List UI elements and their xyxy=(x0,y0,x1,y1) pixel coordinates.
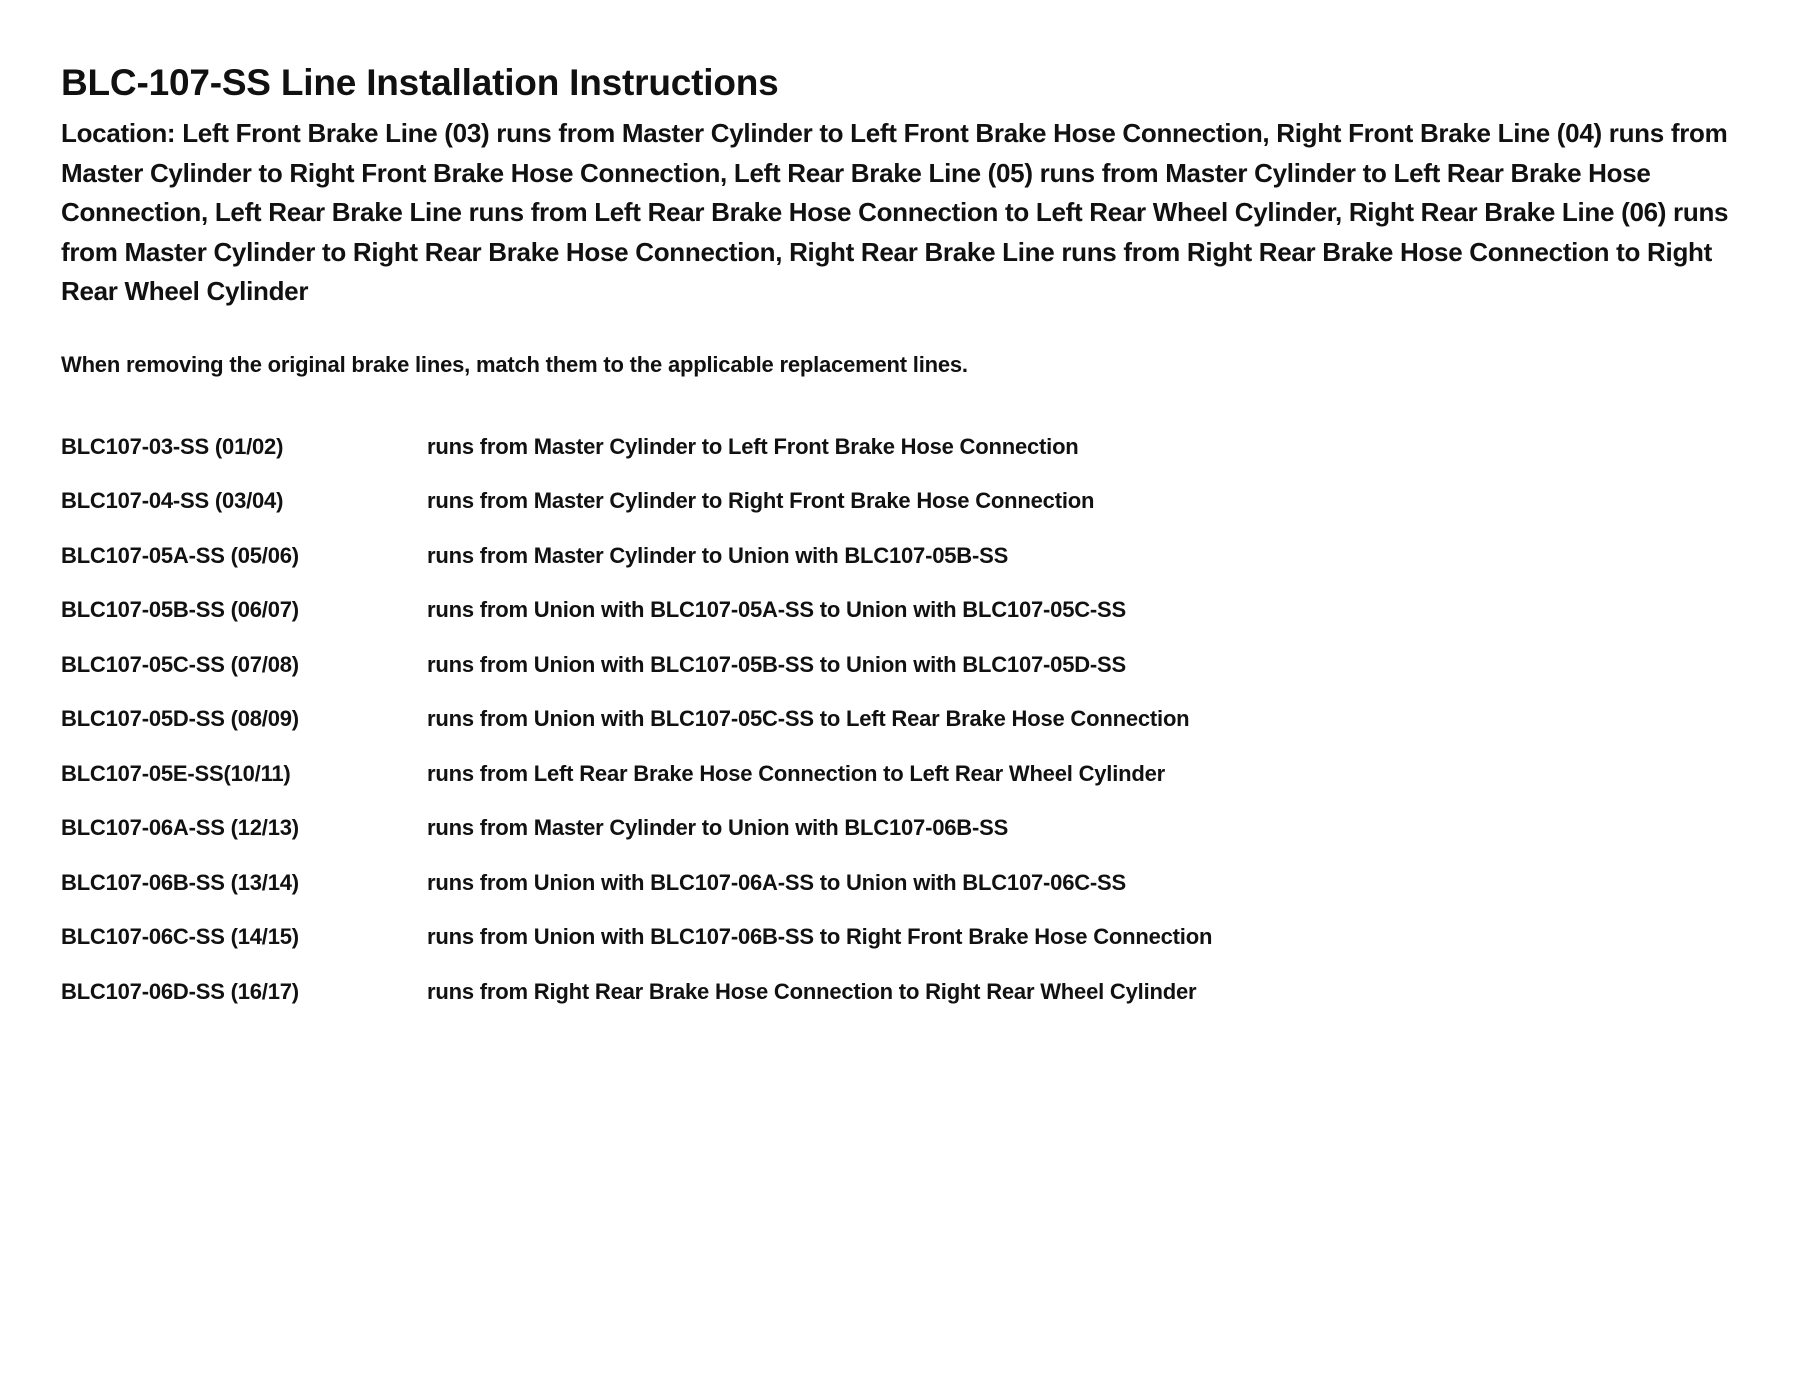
brake-line-row xyxy=(61,815,1771,870)
brake-line-row xyxy=(61,652,1771,707)
line-route: runs from Master Cylinder to Left Front Brake Hose Connection xyxy=(427,433,1079,459)
part-number: BLC107-06A-SS (12/13) xyxy=(61,815,299,840)
line-route: runs from Left Rear Brake Hose Connection to Left Rear Wheel Cylinder xyxy=(427,760,1166,786)
brake-line-row xyxy=(61,706,1771,761)
part-number: BLC107-05B-SS (06/07) xyxy=(61,597,299,622)
brake-line-row xyxy=(61,924,1771,979)
part-number: BLC107-03-SS (01/02) xyxy=(61,433,284,459)
part-number: BLC107-06B-SS (13/14) xyxy=(61,869,299,895)
brake-line-list xyxy=(61,434,1771,1034)
part-number: BLC107-06D-SS (16/17) xyxy=(61,978,299,1004)
brake-line-row xyxy=(61,597,1771,652)
part-number: BLC107-06C-SS (14/15) xyxy=(61,924,299,949)
brake-line-row xyxy=(61,979,1771,1034)
brake-line-row xyxy=(61,488,1771,543)
instruction-page xyxy=(61,58,1771,1033)
part-number: BLC107-05E-SS(10/11) xyxy=(61,760,291,786)
line-route: runs from Union with BLC107-06A-SS to Union with BLC107-06C-SS xyxy=(427,869,1126,895)
line-route: runs from Union with BLC107-05C-SS to Left Rear Brake Hose Connection xyxy=(427,706,1190,731)
line-route: runs from Master Cylinder to Union with BLC107-05B-SS xyxy=(427,542,1009,568)
brake-line-row xyxy=(61,870,1771,925)
location-description: Location: Left Front Brake Line (03) runs from Master Cylinder to Left Front Brake Hose Connection, Right Front Brake Line (04) runs from Master Cylinder to Right Front Brake Hose Connection, Left Rear Brake Line (05) runs from Master Cylinder to Left Rear Brake Hose Connection, Left Rear Brake Line runs from Left Rear Brake Hose Connection to Left Rear Wheel Cylinder, Right Rear Brake Line (06) runs from Master Cylinder to Right Rear Brake Hose Connection, Right Rear Brake Line runs from Right Rear Brake Hose Connection to Right Rear Wheel Cylinder xyxy=(61,118,1729,306)
brake-line-row xyxy=(61,761,1771,816)
page-title: BLC-107-SS Line Installation Instructions xyxy=(61,62,779,103)
brake-line-row xyxy=(61,543,1771,598)
line-route: runs from Union with BLC107-06B-SS to Right Front Brake Hose Connection xyxy=(427,924,1213,949)
part-number: BLC107-05D-SS (08/09) xyxy=(61,706,299,731)
brake-line-row xyxy=(61,434,1771,489)
line-route: runs from Union with BLC107-05B-SS to Union with BLC107-05D-SS xyxy=(427,651,1126,677)
line-route: runs from Union with BLC107-05A-SS to Union with BLC107-05C-SS xyxy=(427,597,1126,622)
part-number: BLC107-05A-SS (05/06) xyxy=(61,542,299,568)
line-route: runs from Master Cylinder to Union with BLC107-06B-SS xyxy=(427,815,1009,840)
removal-note: When removing the original brake lines, match them to the applicable replacement lines. xyxy=(61,351,968,377)
line-route: runs from Master Cylinder to Right Front Brake Hose Connection xyxy=(427,488,1095,513)
part-number: BLC107-05C-SS (07/08) xyxy=(61,651,299,677)
line-route: runs from Right Rear Brake Hose Connection to Right Rear Wheel Cylinder xyxy=(427,978,1197,1004)
part-number: BLC107-04-SS (03/04) xyxy=(61,488,284,513)
